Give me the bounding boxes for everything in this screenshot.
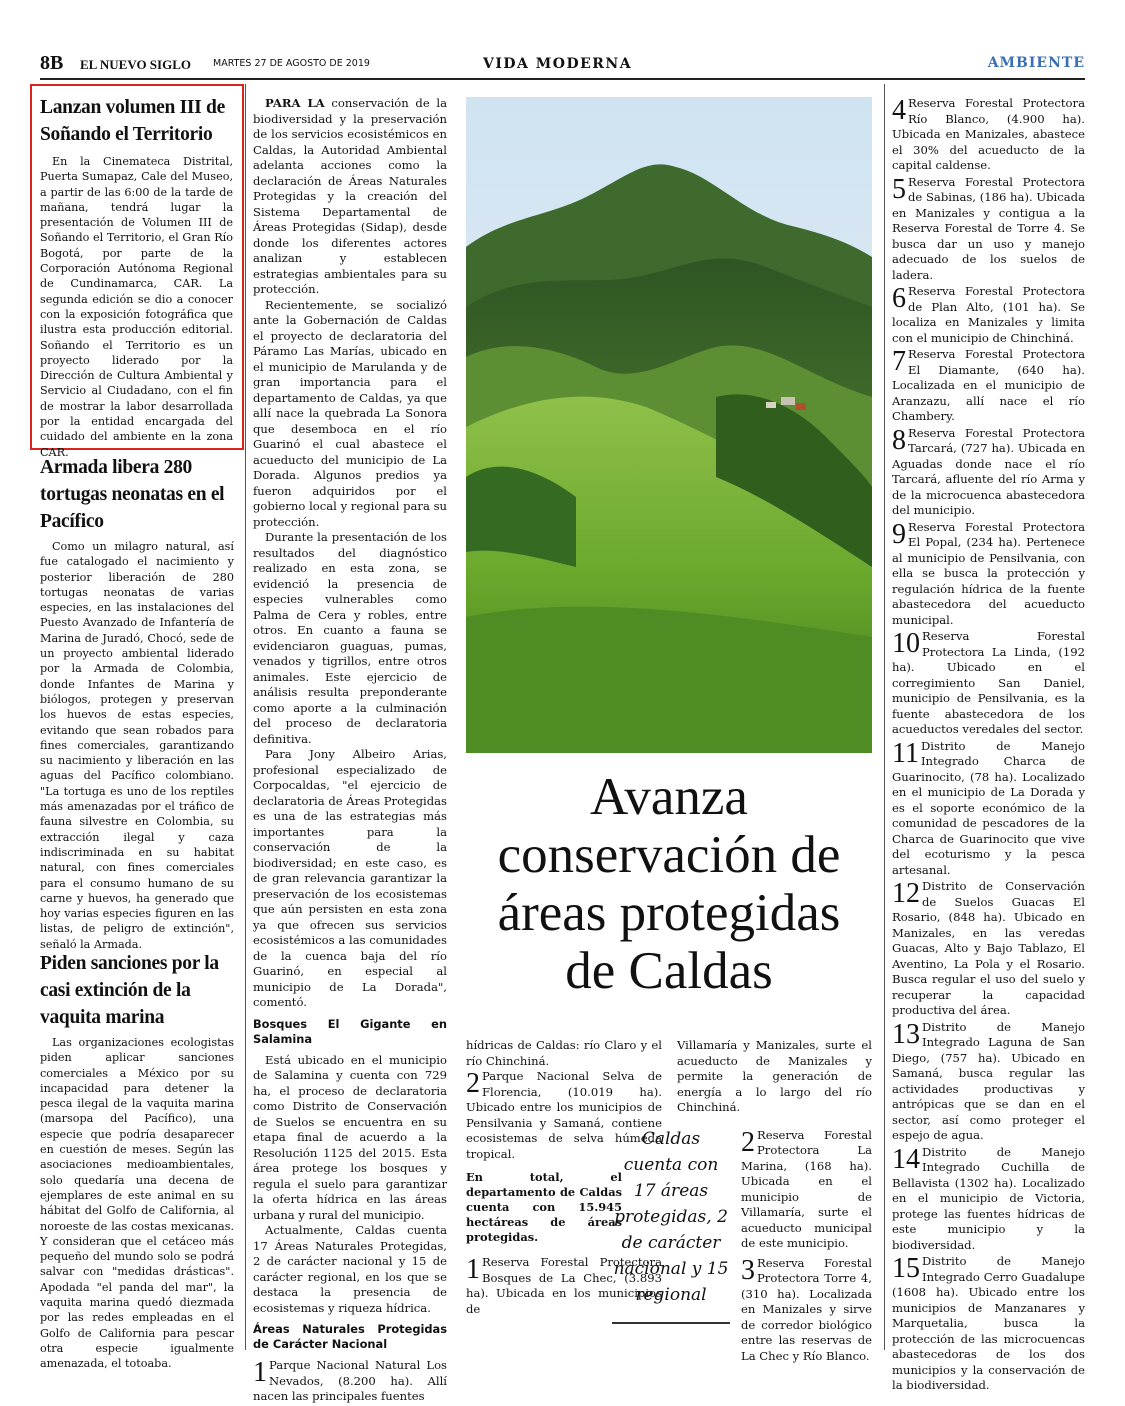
item-number: 10 [892,628,920,659]
item-text: Reserva Forestal Protectora La Marina, (168 ha). Ubicada en el municipio de Villamaría, surte el acueducto municipal de este municipio. [741,1127,872,1250]
sidebar-article-3 [40,950,234,1372]
paragraph: Durante la presentación de los resultados del diagnóstico realizado en esta zona, se evidenció la presencia de especies vulnerables como Palma de Cera y robles, entre otros. En cuanto a fauna se evidenciaron guaguas, pumas, venados y tigrillos, entre otros animales. Este ejercicio de análisis resulta preponderante como aporte a la culminación del proceso de declaratoria definitiva. [253,530,447,746]
item-text: Reserva Forestal Protectora Torre 4, (310 ha). Localizada en Manizales y sirve de corredor biológico entre las reservas de La Chec y Río Blanco. [741,1255,872,1363]
list-item [892,1254,1085,1394]
item-number: 5 [892,173,906,205]
paragraph: Para Jony Albeiro Arias, profesional especializado de Corpocaldas, "el ejercicio de declaratoria de Áreas Protegidas es una de las estrategias más importantes para la conservación de la biodiversidad; en este caso, es de gran relevancia garantizar la preservación de los ecosistemas que aún persisten en esta zona ya que ofrecen sus servicios ecosistémicos a las comunidades de la cuenca baja del río Guarinó, en especial al municipio de La Dorada", comentó. [253,747,447,1009]
main-article-column-3 [677,1038,872,1365]
item-text: Parque Nacional Selva de Florencia, (10.019 ha). Ubicado entre los municipios de Pensilvania y Samaná, contiene ecosistemas de selva húmeda tropical. [466,1069,662,1161]
article-body: En la Cinemateca Distrital, Puerta Sumapaz, Cale del Museo, a partir de las 6:00 de la tarde de mañana, tendrá lugar la presentación de Volumen III de Soñando el Territorio, el Gran Río Bogotá, por parte de la Corporación Autónoma Regional de Cundinamarca, CAR. La segunda edición se dio a conocer con la exposición fotográfica que ilustra esta producción editorial. Soñando el Territorio es un proyecto liderado por la Dirección de Cultura Ambiental y Servicio al Ciudadano, con el fin de mostrar la labor desarrollada por la entidad encargada del cuidado del ambiente en la zona CAR. [40,155,233,459]
pull-quote: Caldas cuenta con 17 áreas protegidas, 2 de carácter nacional y 15 regional [612,1126,730,1324]
list-item [892,347,1085,425]
item-text: Distrito de Manejo Integrado Cerro Guadalupe (1608 ha). Ubicado entre los municipios de Manzanares y Marquetalia, busca la protección de las microcuencas abastecedoras de los dos municipios y la conservación de la biodiversidad. [892,1254,1085,1392]
list-item [253,1358,447,1405]
list-item [892,175,1085,284]
list-item [892,1020,1085,1144]
article-title: Piden sanciones por la casi extinción de la vaquita marina [40,953,219,1028]
item-text: Distrito de Conservación de Suelos Guacas El Rosario, (848 ha). Ubicado en Manizales, en las veredas Guacas, Alto y Bajo Tablazo, El Aventino, La Pola y el Rosario. Busca regular el uso del suelo y recuperar la capacidad productiva del área. [892,879,1085,1017]
paragraph: Actualmente, Caldas cuenta 17 Áreas Naturales Protegidas, 2 de carácter nacional y 15 de carácter regional, en los que se destaca la presencia de ecosistemas y riqueza hídrica. [253,1223,447,1315]
paragraph: Recientemente, se socializó ante la Gobernación de Caldas el proyecto de declaratoria del Páramo Las Marías, ubicado en el municipio de Marulanda y de gran importancia para el departamento de Caldas, ya que allí nace la quebrada La Sonora que desemboca en el río Guarinó el cual abastece el acueducto del municipio de La Dorada. Algunos predios ya fueron adquiridos por el gobierno local y regional para su protección. [253,297,447,529]
paragraph: conservación de la biodiversidad y la preservación de los servicios ecosistémicos en Caldas, la Autoridad Ambiental adelanta acciones como la declaración de Áreas Naturales Protegidas y la creación del Sistema Departamental de Áreas Protegidas (Sidap), desde donde los diferentes actores analizan y establecen estrategias ambientales para su protección. [253,96,447,296]
list-item [892,284,1085,346]
reserves-list [892,96,1085,1395]
item-number: 8 [892,424,906,456]
item-number: 6 [892,283,906,314]
paragraph: hídricas de Caldas: río Claro y el río Chinchiná. [466,1038,662,1068]
list-item [741,1128,872,1252]
item-text: Distrito de Manejo Integrado Laguna de San Diego, (757 ha). Ubicado en Samaná, busca regular las actividades productivas y antrópicas que se dan en el sector, así como proteger el espejo de agua. [892,1019,1085,1142]
article-title: Armada libera 280 tortugas neonatas en el Pacífico [40,457,225,532]
list-item [741,1256,872,1365]
column-divider [884,84,885,1350]
item-text: Reserva Forestal Protectora de Plan Alto, (101 ha). Se localiza en Manizales y limita con el municipio de Chinchiná. [892,284,1085,345]
page-number: 8B [40,52,64,74]
list-item [892,1145,1085,1254]
sidebar-article-2 [40,454,234,952]
landscape-photo [466,97,872,753]
subheading: Áreas Naturales Protegidas de Carácter Nacional [253,1322,447,1351]
item-text: Reserva Forestal Protectora Río Blanco, (4.900 ha). Ubicada en Manizales, abastece el 30% del acueducto de la capital caldense. [892,96,1085,172]
category-label: AMBIENTE [987,55,1085,71]
item-number: 2 [466,1068,480,1099]
lead-in: PARA LA [265,96,325,110]
item-number: 15 [892,1253,920,1284]
paragraph: Villamaría y Manizales, surte el acueducto de Manizales y permite la generación de energía a lo largo del río Chinchiná. [677,1038,872,1114]
subheading: Bosques El Gigante en Salamina [253,1016,447,1046]
list-item [892,520,1085,629]
item-text: Distrito de Manejo Integrado Charca de Guarinocito, (78 ha). Localizado en el municipio de La Dorada y es el soporte económico de la comunidad de pescadores de la Charca de Guarinocito que vive del ecoturismo y la pesca artesanal. [892,738,1085,877]
list-item [892,96,1085,174]
item-text: Reserva Forestal Protectora El Popal, (234 ha). Pertenece al municipio de Pensilvania, con ella se busca la protección y regulación hídrica de la fuente abastecedora del acueducto municipal. [892,519,1085,627]
item-text: Distrito de Manejo Integrado Cuchilla de Bellavista (1302 ha). Localizado en el municipio de Victoria, protege las fuentes hídricas de este municipio y la biodiversidad. [892,1144,1085,1252]
item-number: 3 [741,1254,755,1286]
article-body: Como un milagro natural, así fue catalogado el nacimiento y posterior liberación de 280 tortugas neonatas de varias especies, en las instalaciones del Puesto Avanzado de Infantería de Marina de Juradó, Chocó, sede de un proyecto ambiental liderado por la Armada de Colombia, donde Infantes de Marina y biólogos, protegen y preservan los huevos de estas especies, evitando que sean robados para fines comerciales, garantizando su nacimiento y liberación en las aguas del Pacífico colombiano. "La tortuga es uno de los reptiles más amenazadas por el tráfico de fauna silvestre en Colombia, su extracción ilegal y caza indiscriminada en su habitat natural, con fines comerciales para el consumo humano de su carne y huevos, ha generado que hoy varias especies figuren en las listas, de peligro de extinción", señaló la Armada. [40,540,234,951]
list-item [892,739,1085,879]
item-number: 1 [253,1357,267,1388]
item-number: 9 [892,518,906,550]
list-item [892,426,1085,519]
item-text: Reserva Forestal Protectora La Linda, (192 ha). Ubicado en el corregimiento San Daniel, municipio de Pensilvania, es la fuente abastecedora de los acueductos veredales del sector. [892,629,1085,736]
list-item [892,629,1085,738]
main-headline: Avanza conservación de áreas protegidas de Caldas [497,768,841,1000]
item-number: 1 [466,1254,480,1285]
column-divider [245,84,246,1350]
item-number: 2 [741,1126,755,1158]
item-text: Reserva Forestal Protectora Tarcará, (727 ha). Ubicada en Aguadas donde nace el río Tarcará, afluente del río Arma y de la microcuenca abastecedora del municipio. [892,425,1085,517]
item-text: Parque Nacional Natural Los Nevados, (8.200 ha). Allí nacen las principales fuentes [253,1358,447,1403]
section-title: VIDA MODERNA [483,56,633,72]
item-text: Reserva Forestal Protectora Bosques de La Chec, (3.893 ha). Ubicada en los municipios de [466,1255,662,1316]
paragraph: Está ubicado en el municipio de Salamina y cuenta con 729 ha, el proceso de declaratoria como Distrito de Conservación de Suelos se encuentra en su etapa final de acuerdo a la Resolución 1125 del 2015. Esta área protege los bosques y regula el suelo para garantizar la oferta hídrica en las áreas urbana y rural del municipio. [253,1052,447,1222]
item-text: Reserva Forestal Protectora de Sabinas, (186 ha). Ubicada en Manizales y contigua a la Reserva Forestal de Torre 4. Se busca dar un uso y manejo adecuado de los suelos de ladera. [892,174,1085,282]
item-number: 7 [892,346,906,377]
page-header [40,52,1085,76]
item-number: 11 [892,737,919,769]
list-item [892,879,1085,1019]
item-number: 14 [892,1143,920,1175]
article-title: Lanzan volumen III de Soñando el Territorio [40,97,225,145]
item-number: 4 [892,95,906,126]
article-body: Las organizaciones ecologistas piden aplicar sanciones comerciales a México por su incapacidad para detener la pesca ilegal de la vaquita marina (marsopa del Pacífico), una especie que podría desaparecer en cuestión de meses. Según las asociaciones medioambientales, solo quedaría una decena de ejemplares de este animal en su hábitat del Golfo de California, al noroeste de las costas mexicanas. Y consideran que el cetáceo más pequeño del mundo solo se podrá salvar con "medidas drásticas". Apodada "el panda del mar", la vaquita marina quedó diezmada por las redes empleadas en el Golfo de California para pescar otra especie igualmente amenazada, el totoaba. [40,1036,234,1371]
item-text: Reserva Forestal Protectora El Diamante, (640 ha). Localizada en el municipio de Aranzazu, allí nace el río Chambery. [892,347,1085,423]
item-number: 13 [892,1018,920,1050]
sidebar-article-1 [40,94,233,460]
main-article-column-1 [253,96,447,1406]
highlight-note: En total, el departamento de Caldas cuenta con 15.945 hectáreas de áreas protegidas. [466,1170,622,1244]
item-number: 12 [892,878,920,909]
paper-name: EL NUEVO SIGLO [80,57,191,72]
header-rule [40,78,1085,80]
issue-date: MARTES 27 DE AGOSTO DE 2019 [213,58,370,69]
